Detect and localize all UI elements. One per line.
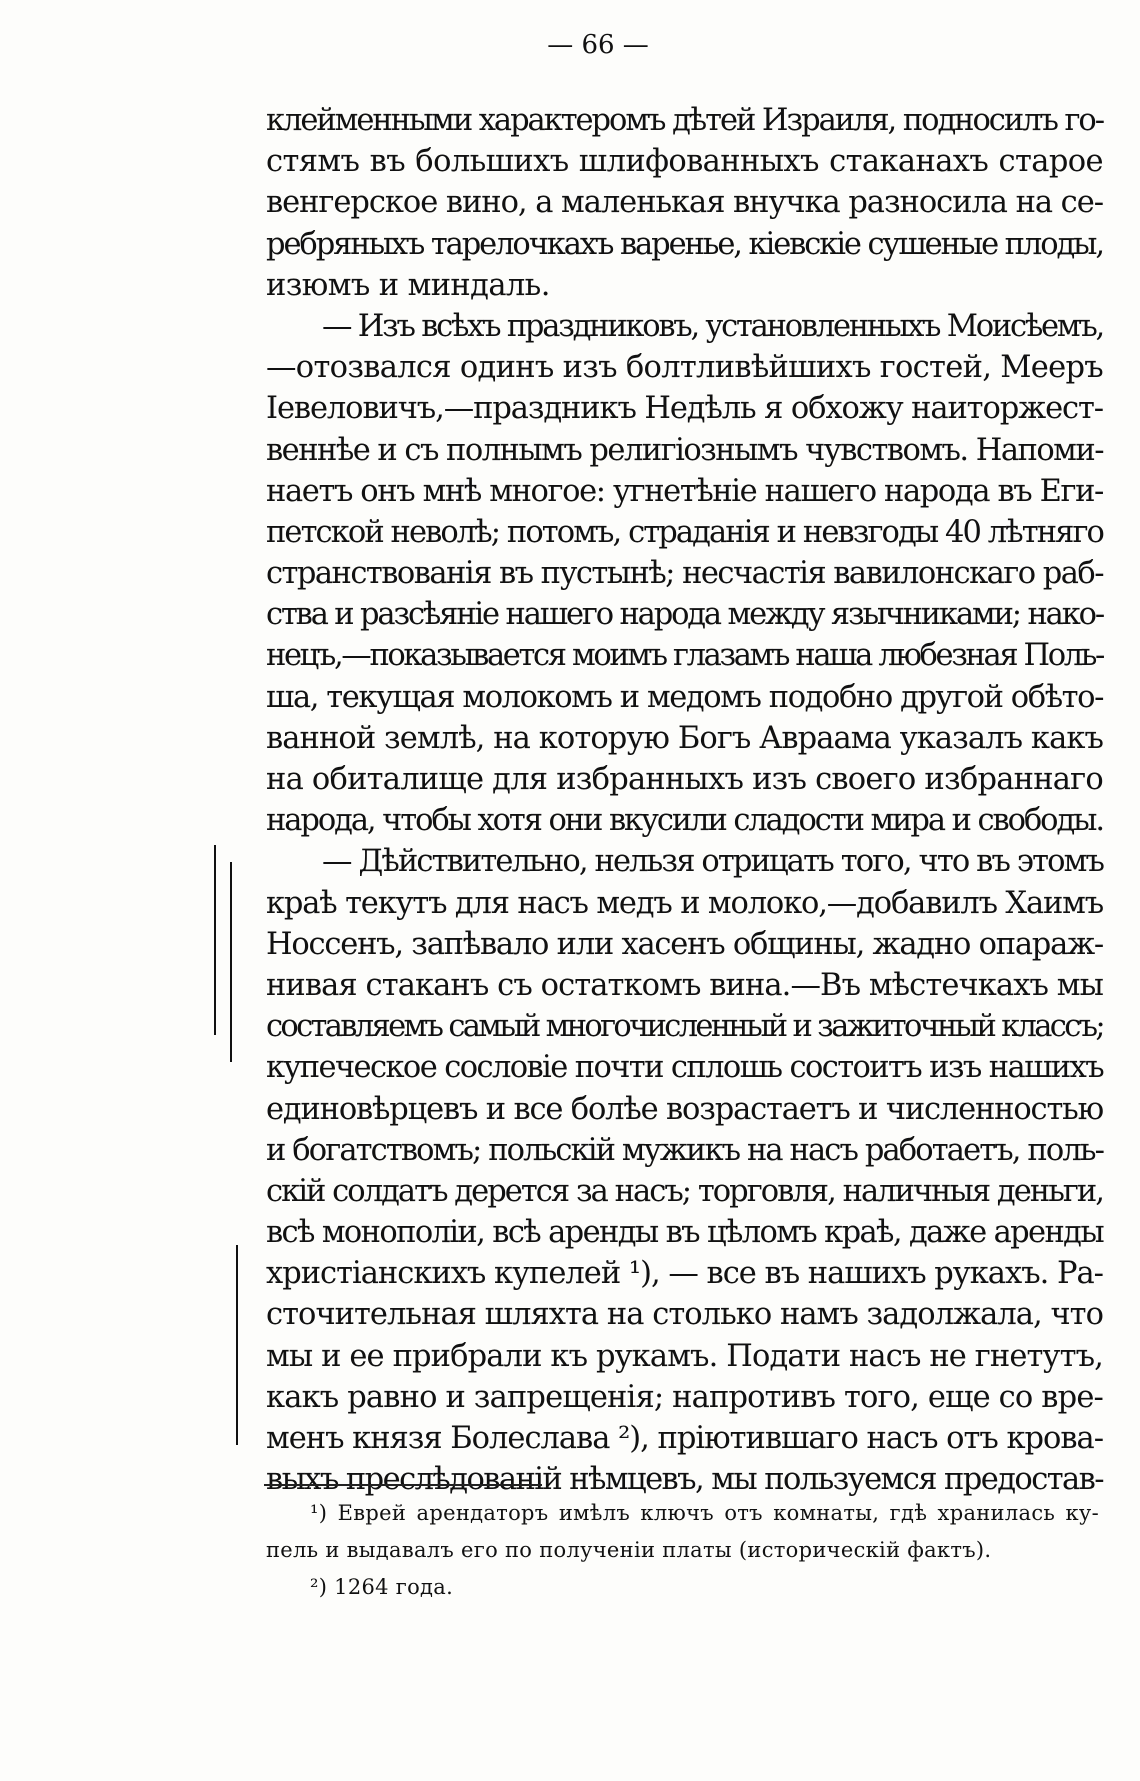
text-line: нецъ,—показывается моимъ глазамъ наша любезная Поль- — [266, 638, 1103, 674]
text-line: христіанскихъ купелей ¹), — все въ нашихъ рукахъ. Ра- — [266, 1256, 1103, 1292]
text-line: скій солдатъ дерется за насъ; торговля, наличныя деньги, — [266, 1173, 1103, 1209]
footnotes — [266, 1495, 1099, 1606]
text-line: ребряныхъ тарелочкахъ варенье, кіевскіе сушеные плоды, — [266, 226, 1103, 262]
text-line: ша, текущая молокомъ и медомъ подобно другой обѣто- — [266, 679, 1103, 715]
text-line: всѣ монополіи, всѣ аренды въ цѣломъ краѣ, даже аренды — [266, 1215, 1103, 1251]
text-line: на обиталище для избранныхъ изъ своего избраннаго — [266, 762, 1103, 797]
text-line: купеческое сословіе почти сплошь состоитъ изъ нашихъ — [266, 1050, 1103, 1086]
text-line: веннѣе и съ полнымъ религіознымъ чувствомъ. Напоми- — [266, 432, 1103, 468]
text-line: — Изъ всѣхъ праздниковъ, установленныхъ Моисѣемъ, — [322, 308, 1103, 344]
text-line: —отозвался одинъ изъ болтливѣйшихъ гостей, Мееръ — [266, 350, 1103, 386]
text-line: выхъ преслѣдованій нѣмцевъ, мы пользуемся предостав- — [266, 1462, 1103, 1498]
text-line: клейменными характеромъ дѣтей Израиля, подносилъ го- — [266, 103, 1103, 138]
page-number: — 66 — — [547, 30, 649, 60]
text-line: Носсенъ, запѣвало или хасенъ общины, жадно опараж- — [266, 926, 1103, 962]
text-line: стямъ въ большихъ шлифованныхъ стаканахъ старое — [266, 144, 1103, 180]
text-line: сточительная шляхта на столько намъ задолжала, что — [266, 1297, 1103, 1333]
text-line: странствованія въ пустынѣ; несчастія вавилонскаго раб- — [266, 556, 1103, 592]
text-line: — Дѣйствительно, нельзя отрицать того, что въ этомъ — [322, 844, 1103, 880]
text-line: ванной землѣ, на которую Богъ Авраама указалъ какъ — [266, 720, 1103, 756]
margin-line-mark — [230, 862, 232, 1062]
text-line: единовѣрцевъ и все болѣе возрастаетъ и численностью — [266, 1091, 1103, 1127]
text-line: и богатствомъ; польскій мужикъ на насъ работаетъ, поль- — [266, 1132, 1103, 1168]
text-line: менъ князя Болеслава ²), пріютившаго насъ отъ крова- — [266, 1421, 1103, 1456]
footnote-line: пель и выдавалъ его по полученіи платы (историческій фактъ). — [266, 1538, 992, 1562]
text-line: краѣ текутъ для насъ медъ и молоко,—добавилъ Хаимъ — [266, 885, 1103, 921]
margin-line-mark — [214, 845, 216, 1035]
text-line: нивая стаканъ съ остаткомъ вина.—Въ мѣстечкахъ мы — [266, 967, 1103, 1003]
text-line: ства и разсѣяніе нашего народа между язычниками; нако- — [266, 597, 1103, 633]
text-line: изюмъ и миндаль. — [266, 267, 550, 303]
text-line: петской неволѣ; потомъ, страданія и невзгоды 40 лѣтняго — [266, 514, 1103, 550]
text-line: составляемъ самый многочисленный и зажиточный классъ; — [266, 1009, 1103, 1045]
margin-line-mark — [236, 1245, 238, 1445]
text-line: Іевеловичъ,—праздникъ Недѣль я обхожу наиторжест- — [266, 391, 1103, 427]
body-text — [266, 100, 1103, 1500]
text-line: какъ равно и запрещенія; напротивъ того, еще со вре- — [266, 1379, 1103, 1415]
text-line: народа, чтобы хотя они вкусили сладости мира и свободы. — [266, 803, 1103, 839]
footnote-line: ¹) Еврей арендаторъ имѣлъ ключъ отъ комнаты, гдѣ хранилась ку- — [310, 1501, 1099, 1525]
text-line: наетъ онъ мнѣ многое: угнетѣніе нашего народа въ Еги- — [266, 473, 1103, 509]
footnote-line: ²) 1264 года. — [310, 1575, 454, 1599]
footnote-divider — [264, 1484, 542, 1486]
text-line: венгерское вино, а маленькая внучка разносила на се- — [266, 185, 1103, 221]
text-line: мы и ее прибрали къ рукамъ. Подати насъ не гнетутъ, — [266, 1338, 1103, 1374]
